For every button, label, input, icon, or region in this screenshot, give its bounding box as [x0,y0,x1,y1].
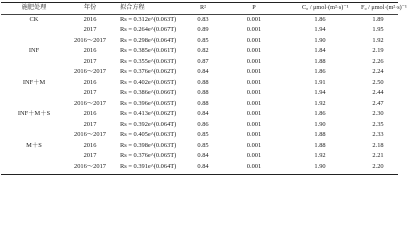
cell-year: 2016～2017 [74,131,106,139]
cell-year: 2017 [83,57,97,65]
cell-c0: 1.88 [314,57,326,65]
cell-equation: Rs = 0.355e^(0.063T) [120,57,177,65]
table-row [0,120,399,129]
cell-treatment: M＋S [26,141,42,149]
cell-f0: 2.47 [372,99,384,107]
cell-r2: 0.84 [197,162,209,170]
table-row [0,152,399,161]
cell-treatment: INF [28,47,40,55]
cell-equation: Rs = 0.402e^(0.065T) [120,78,177,86]
cell-f0: 2.35 [372,120,384,128]
cell-year: 2016～2017 [74,36,106,44]
cell-equation: Rs = 0.392e^(0.064T) [120,120,177,128]
cell-p: 0.001 [246,26,262,34]
cell-year: 2016 [83,15,97,23]
header-row [0,4,407,13]
cell-f0: 1.95 [372,26,384,34]
cell-r2: 0.86 [197,120,209,128]
cell-r2: 0.85 [197,131,209,139]
cell-r2: 0.85 [197,141,209,149]
cell-f0: 2.50 [372,78,384,86]
cell-p: 0.001 [246,110,262,118]
cell-r2: 0.87 [197,57,209,65]
cell-p: 0.001 [246,141,262,149]
cell-c0: 1.84 [314,47,326,55]
cell-r2: 0.85 [197,36,209,44]
cell-year: 2016 [83,78,97,86]
cell-f0: 2.21 [372,152,384,160]
cell-year: 2017 [83,26,97,34]
cell-r2: 0.83 [197,15,209,23]
cell-p: 0.001 [246,131,262,139]
table-row [0,141,399,150]
cell-c0: 1.86 [314,15,326,23]
cell-c0: 1.86 [314,68,326,76]
cell-r2: 0.88 [197,89,209,97]
cell-r2: 0.84 [197,68,209,76]
cell-f0: 2.30 [372,110,384,118]
cell-equation: Rs = 0.385e^(0.061T) [120,47,177,55]
cell-f0: 2.19 [372,47,384,55]
cell-r2: 0.89 [197,26,209,34]
cell-r2: 0.84 [197,152,209,160]
cell-year: 2016～2017 [74,162,106,170]
cell-p: 0.001 [246,36,262,44]
header-p: P [252,4,256,12]
cell-year: 2016～2017 [74,99,106,107]
table-row [0,89,399,98]
cell-f0: 2.18 [372,141,384,149]
cell-equation: Rs = 0.376e^(0.062T) [120,68,177,76]
cell-year: 2017 [83,120,97,128]
cell-c0: 1.94 [314,26,326,34]
cell-f0: 2.26 [372,57,384,65]
cell-f0: 1.89 [372,15,384,23]
cell-f0: 2.20 [372,162,384,170]
cell-treatment: INF＋M＋S [17,110,51,118]
cell-p: 0.001 [246,162,262,170]
cell-c0: 1.92 [314,99,326,107]
cell-c0: 1.88 [314,141,326,149]
header-equation: 拟合方程 [120,4,145,12]
cell-f0: 2.33 [372,131,384,139]
cell-c0: 1.94 [314,89,326,97]
cell-p: 0.001 [246,57,262,65]
cell-p: 0.001 [246,89,262,97]
table-row [0,36,399,45]
table-row [0,26,399,35]
table-row [0,57,399,66]
table-row [0,131,399,140]
cell-equation: Rs = 0.298e^(0.064T) [120,36,177,44]
table-row [0,110,399,119]
cell-year: 2016 [83,47,97,55]
cell-r2: 0.82 [197,47,209,55]
cell-c0: 1.92 [314,152,326,160]
table-row [0,78,399,87]
cell-r2: 0.88 [197,78,209,86]
table-row [0,99,399,108]
cell-c0: 1.91 [314,78,326,86]
table-row [0,68,399,77]
table-row [0,47,399,56]
cell-f0: 1.92 [372,36,384,44]
cell-f0: 2.44 [372,89,384,97]
cell-year: 2017 [83,152,97,160]
cell-f0: 2.24 [372,68,384,76]
bottom-rule [1,174,398,175]
cell-year: 2016～2017 [74,68,106,76]
cell-p: 0.001 [246,120,262,128]
cell-treatment: INF＋M [22,78,46,86]
cell-r2: 0.84 [197,110,209,118]
cell-p: 0.001 [246,78,262,86]
header-year: 年份 [83,4,97,12]
header-rule [1,14,398,15]
cell-year: 2017 [83,89,97,97]
cell-c0: 1.90 [314,120,326,128]
cell-equation: Rs = 0.396e^(0.065T) [120,99,177,107]
cell-equation: Rs = 0.386e^(0.066T) [120,89,177,97]
cell-p: 0.001 [246,68,262,76]
header-f0: F₀ / μmol·(m²·s)⁻¹ [361,4,407,12]
cell-year: 2016 [83,141,97,149]
table-row [0,15,399,24]
cell-c0: 1.86 [314,110,326,118]
cell-c0: 1.88 [314,131,326,139]
cell-equation: Rs = 0.405e^(0.063T) [120,131,177,139]
header-c0: C₀ / μmol·(m²·s)⁻¹ [302,4,349,12]
header-r2: R² [200,4,206,12]
cell-p: 0.001 [246,152,262,160]
cell-equation: Rs = 0.264e^(0.067T) [120,26,177,34]
cell-r2: 0.88 [197,99,209,107]
cell-p: 0.001 [246,47,262,55]
cell-equation: Rs = 0.398e^(0.063T) [120,141,177,149]
header-treatment: 施肥处理 [21,4,47,12]
cell-equation: Rs = 0.312e^(0.063T) [120,15,177,23]
cell-treatment: CK [29,15,39,23]
cell-c0: 1.90 [314,36,326,44]
cell-equation: Rs = 0.413e^(0.062T) [120,110,177,118]
cell-equation: Rs = 0.376e^(0.065T) [120,152,177,160]
cell-equation: Rs = 0.391e^(0.064T) [120,162,177,170]
cell-c0: 1.90 [314,162,326,170]
cell-year: 2016 [83,110,97,118]
cell-p: 0.001 [246,15,262,23]
cell-p: 0.001 [246,99,262,107]
table-row [0,162,399,171]
